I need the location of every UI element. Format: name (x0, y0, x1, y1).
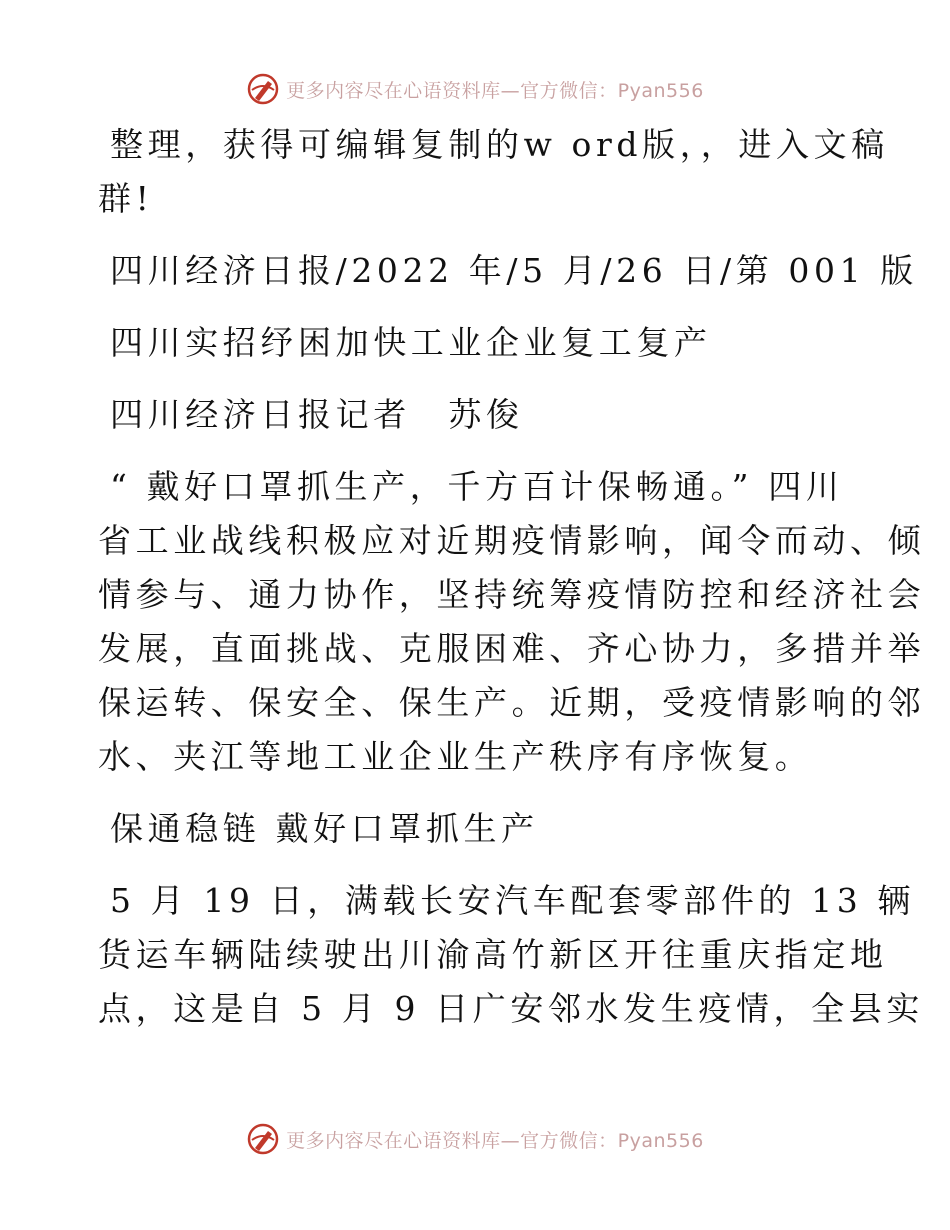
text-line: 四川经济日报记者 苏俊 (110, 395, 524, 434)
text-line: 省工业战线积极应对近期疫情影响，闻令而动、倾 (98, 521, 926, 560)
red-pen-circle-logo-icon (246, 72, 280, 106)
red-pen-circle-logo-icon (246, 1122, 280, 1156)
text-line: 水、夹江等地工业企业生产秩序有序恢复。 (98, 737, 813, 776)
watermark-text: 更多内容尽在心语资料库—官方微信：Pyan556 (286, 79, 704, 102)
text-line: 发展，直面挑战、克服困难、齐心协力，多措并举 (98, 629, 926, 668)
text-line: 保运转、保安全、保生产。近期，受疫情影响的邻 (98, 683, 926, 722)
paragraph-body (98, 874, 924, 1036)
text-line: 四川实招纾困加快工业企业复工复产 (110, 323, 712, 362)
footer-watermark (0, 1122, 950, 1156)
text-line: 保通稳链 戴好口罩抓生产 (110, 809, 539, 848)
article-byline (98, 388, 858, 442)
paragraph-source (98, 244, 918, 298)
text-line: 点，这是自 5 月 9 日广安邻水发生疫情，全县实 (98, 989, 924, 1028)
paragraph-lead (98, 460, 926, 784)
text-line: “ 戴好口罩抓生产，千方百计保畅通。” 四川 (110, 467, 844, 506)
text-line: 四川经济日报/2022 年/5 月/26 日/第 001 版 (110, 251, 918, 290)
text-line: 情参与、通力协作，坚持统筹疫情防控和经济社会 (98, 575, 926, 614)
header-watermark (0, 72, 950, 106)
document-body (98, 118, 926, 1036)
watermark-text: 更多内容尽在心语资料库—官方微信：Pyan556 (286, 1129, 704, 1152)
text-line: 5 月 19 日，满载长安汽车配套零部件的 13 辆 (110, 881, 916, 920)
paragraph-intro (98, 118, 889, 226)
text-line: 整理，获得可编辑复制的w ord版，，进入文稿 (110, 125, 889, 164)
section-heading (98, 802, 858, 856)
article-headline (98, 316, 858, 370)
text-line: 货运车辆陆续驶出川渝高竹新区开往重庆指定地 (98, 935, 888, 974)
text-line: 群! (98, 179, 154, 218)
